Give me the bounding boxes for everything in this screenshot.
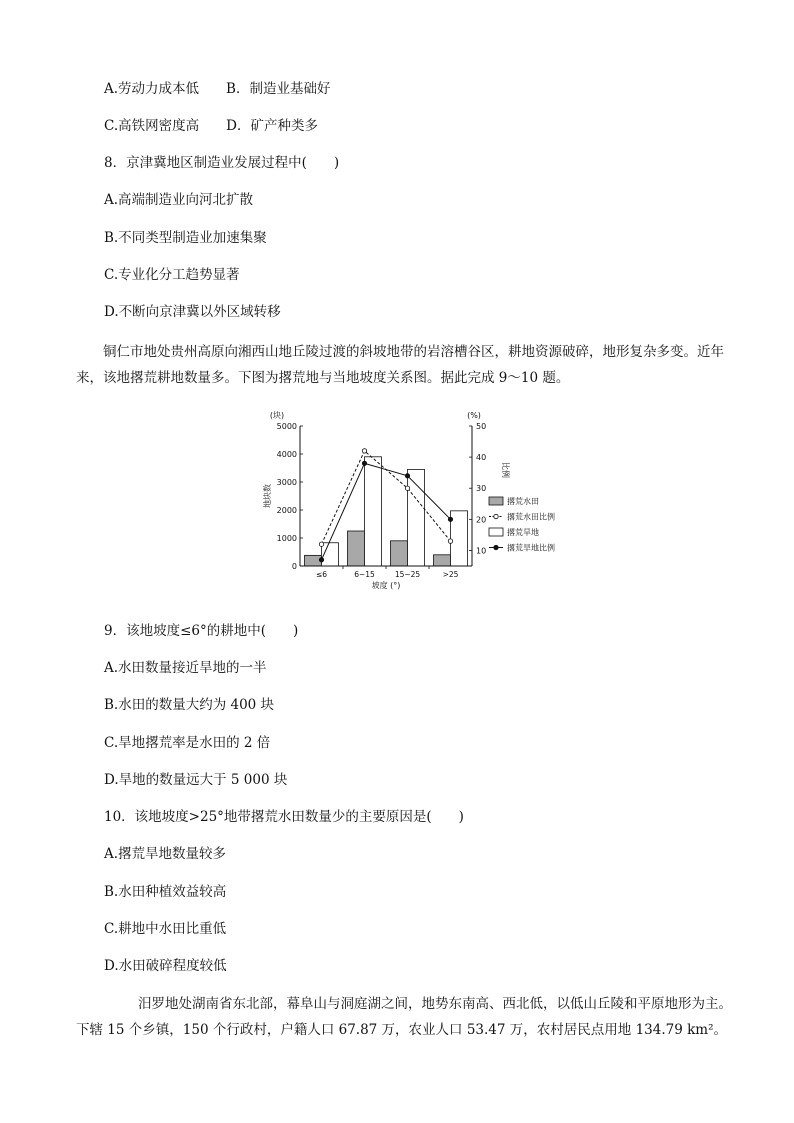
q7-options-row1: A.劳动力成本低 B．制造业基础好	[104, 81, 331, 97]
y-tick-label: 5000	[276, 422, 297, 431]
q10-option-d: D.水田破碎程度较低	[104, 958, 227, 974]
x-tick-label: 6~15	[354, 570, 375, 579]
q9-option-c: C.旱地撂荒率是水田的 2 倍	[104, 735, 271, 751]
y-tick-label: 1000	[276, 534, 297, 543]
bar-paddy	[391, 541, 408, 566]
point-dryland-ratio	[405, 474, 409, 478]
passage-miluo: 汨罗地处湖南省东北部，幕阜山与洞庭湖之间，地势东南高、西北低，以低山丘陵和平原地形为主。下辖 15 个乡镇，150 个行政村，户籍人口 67.87 万，农业人口 53.47 万，农村居民点用地 134.79 km²。	[76, 996, 732, 1038]
legend-swatch	[489, 497, 503, 505]
y2-tick-label: 30	[476, 484, 487, 494]
y2-tick-label: 10	[476, 546, 487, 556]
line-dryland-ratio	[322, 463, 451, 559]
y2-unit-label: (%)	[467, 411, 481, 420]
q10-option-b: B.水田种植效益较高	[104, 884, 227, 900]
q9-stem: 9．该地坡度≤6°的耕地中( )	[104, 623, 299, 639]
bar-paddy	[305, 555, 322, 566]
y-tick-label: 0	[291, 562, 297, 571]
bar-paddy	[348, 531, 365, 566]
y-unit-label: (块)	[269, 411, 285, 420]
q8-option-a: A.高端制造业向河北扩散	[104, 192, 254, 208]
bar-paddy	[434, 555, 451, 566]
point-dryland-ratio	[319, 558, 323, 562]
q9-option-a: A.水田数量接近旱地的一半	[104, 660, 267, 676]
y2-tick-label: 40	[476, 453, 487, 463]
y-tick-label: 2000	[276, 506, 297, 515]
y2-tick-label: 50	[476, 422, 487, 431]
q10-option-a: A.撂荒旱地数量较多	[104, 846, 227, 862]
y-axis-label: 地块数	[263, 484, 272, 508]
legend-label: 撂荒旱地	[507, 528, 539, 537]
q8-option-c: C.专业化分工趋势显著	[104, 267, 240, 283]
point-paddy-ratio	[448, 539, 452, 543]
legend-label: 撂荒旱地比例	[507, 543, 555, 553]
q9-option-b: B.水田的数量大约为 400 块	[104, 697, 275, 713]
legend-label: 撂荒水田比例	[507, 512, 555, 522]
q10-stem: 10．该地坡度>25°地带撂荒水田数量少的主要原因是( )	[104, 809, 464, 825]
slope-abandonment-chart	[255, 404, 555, 596]
q8-stem: 8．京津冀地区制造业发展过程中( )	[104, 155, 340, 171]
legend-swatch	[489, 528, 503, 536]
x-tick-label: 15~25	[394, 570, 421, 579]
y-tick-label: 3000	[276, 478, 297, 487]
legend-marker	[494, 545, 498, 549]
q10-option-c: C.耕地中水田比重低	[104, 921, 227, 937]
line-paddy-ratio	[322, 451, 451, 544]
point-dryland-ratio	[362, 461, 366, 465]
point-paddy-ratio	[319, 542, 323, 546]
q9-option-d: D.旱地的数量远大于 5 000 块	[104, 772, 288, 788]
point-paddy-ratio	[405, 486, 409, 490]
q7-options-row2: C.高铁网密度高 D．矿产种类多	[104, 118, 318, 134]
x-tick-label: ≤6	[315, 570, 328, 579]
y-axis-right	[467, 411, 511, 478]
passage-tongren: 铜仁市地处贵州高原向湘西山地丘陵过渡的斜坡地带的岩溶槽谷区，耕地资源破碎，地形复杂多变。近年来，该地撂荒耕地数量多。下图为撂荒地与当地坡度关系图。据此完成 9～10 题。	[76, 344, 724, 386]
point-dryland-ratio	[448, 517, 452, 521]
legend-label: 撂荒水田	[507, 497, 539, 506]
x-axis-label: 坡度 (°)	[371, 581, 401, 590]
q8-option-d: D.不断向京津冀以外区域转移	[104, 304, 281, 320]
point-paddy-ratio	[362, 449, 366, 453]
y2-tick-label: 20	[476, 515, 487, 525]
legend-marker	[494, 514, 498, 518]
q8-option-b: B.不同类型制造业加速集聚	[104, 230, 267, 246]
y2-axis-label: 比例	[501, 462, 510, 478]
y-tick-label: 4000	[276, 450, 297, 459]
chart-legend	[489, 496, 555, 553]
x-tick-label: >25	[442, 570, 459, 579]
bar-dryland	[365, 457, 382, 566]
